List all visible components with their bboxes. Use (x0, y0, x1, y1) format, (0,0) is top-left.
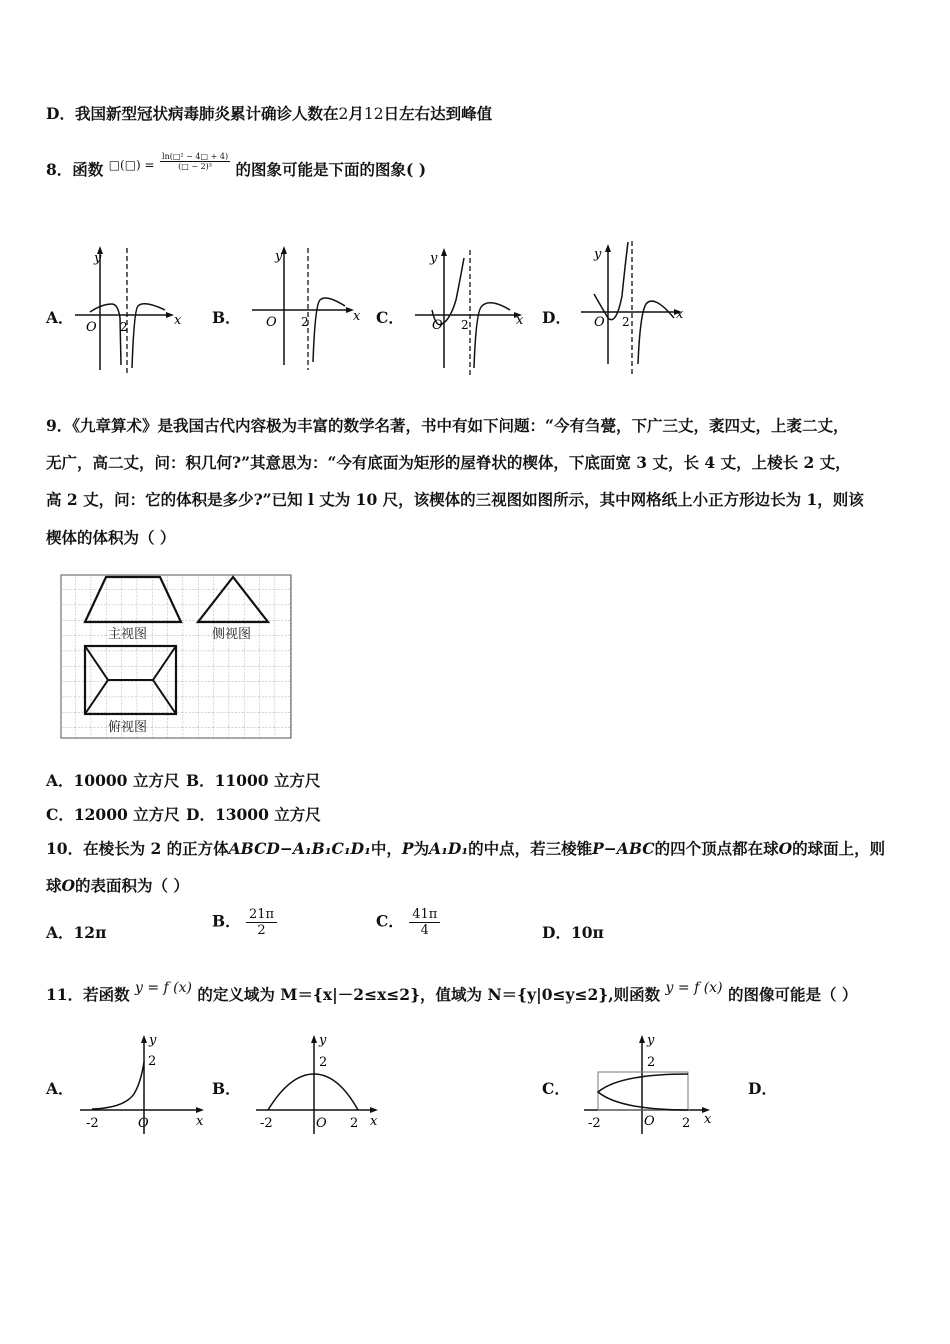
q8-graph-d (576, 236, 706, 381)
curve-right (132, 304, 165, 368)
curve-right (638, 301, 674, 364)
x-axis-arrow (166, 312, 174, 318)
q9-option-c: C．12000 立方尺 (46, 805, 180, 824)
curve-right (474, 303, 510, 368)
x-label: x (174, 313, 182, 328)
q10-line2-suffix: 的表面积为（ ） (75, 876, 189, 895)
q11-graph-a (76, 1030, 216, 1138)
curve (598, 1074, 688, 1110)
q8-fn-fraction (160, 152, 230, 171)
x-label: x (516, 313, 524, 328)
y-axis-arrow (311, 1035, 317, 1043)
side-view-label: 侧视图 (212, 627, 252, 642)
q8-suffix: 的图象可能是下面的图象( ) (235, 160, 427, 180)
q8-prefix: 8．函数 (46, 160, 104, 180)
q8-graph-c (410, 240, 540, 380)
q10-mid2: 为 (413, 839, 430, 858)
q9-line-1: 9．《九章算术》是我国古代内容极为丰富的数学名著，书中有如下问题：“今有刍甍，下广三丈，袤四丈，上袤二丈， (46, 416, 849, 435)
tick-2: 2 (301, 315, 309, 329)
q9-line-4: 楔体的体积为（ ） (46, 528, 176, 547)
q7-month: 2 (338, 105, 349, 123)
origin-label: O (644, 1114, 655, 1129)
q10-option-c-num: 41π (409, 907, 440, 923)
y-label: y (94, 251, 102, 266)
q11-label-a: A． (46, 1079, 74, 1098)
x-tick-neg2: -2 (260, 1116, 273, 1131)
q8-label-c: C． (376, 308, 404, 327)
q7-option-d (46, 102, 492, 124)
q10-pyramid: P−ABC (592, 839, 655, 858)
q10-line2-o: O (61, 876, 76, 895)
q10-cube: ABCD−A₁B₁C₁D₁ (228, 839, 371, 858)
q11-label-c: C． (542, 1079, 570, 1098)
x-tick-2: 2 (682, 1116, 691, 1131)
q10-option-b (212, 907, 277, 938)
q7-day: 12 (363, 105, 384, 123)
q11-label-b: B． (212, 1079, 241, 1098)
origin-label: O (316, 1116, 327, 1131)
y-label: y (275, 249, 283, 264)
q10-option-b-fraction (246, 907, 277, 938)
q10-option-b-num: 21π (246, 907, 277, 923)
q11-label-d: D． (748, 1079, 777, 1098)
q9-line-3: 高 2 丈，问：它的体积是多少?”已知 l 丈为 10 尺，该楔体的三视图如图所示，其中网格纸上小正方形边长为 1，则该 (46, 490, 864, 509)
q8-label-d: D． (542, 308, 571, 327)
origin-label: O (266, 315, 277, 330)
q10-option-c-den: 4 (420, 923, 429, 938)
tick-2: 2 (461, 318, 469, 332)
q8-graph-b (240, 240, 370, 380)
y-tick-2: 2 (647, 1055, 656, 1070)
y-tick-2: 2 (319, 1055, 328, 1070)
q10-option-d: D．10π (542, 923, 604, 942)
origin-label: O (594, 315, 605, 330)
q11-suffix: 的图像可能是（ ） (727, 985, 858, 1004)
y-label: y (430, 251, 438, 266)
y-axis-arrow (605, 244, 611, 252)
q10-mid3: 的中点，若三棱锥 (468, 839, 593, 858)
range-box (598, 1072, 688, 1110)
q7-month-unit: 月 (348, 104, 364, 123)
q10-option-c (376, 907, 440, 938)
q9-line-2: 无广，高二丈，问：积几何?”其意思为：“今有底面为矩形的屋脊状的楔体，下底面宽 3 丈，长 4 丈，上棱长 2 丈， (46, 453, 851, 472)
x-axis-arrow (196, 1107, 204, 1113)
q11-fn: y = f (x) (134, 980, 192, 996)
y-label: y (647, 1033, 655, 1048)
q11-fn2: y = f (x) (665, 980, 723, 996)
top-view-label: 俯视图 (108, 720, 148, 735)
y-axis-arrow (639, 1035, 645, 1043)
q8-fn-denominator: (□ − 2)³ (178, 162, 212, 171)
x-tick-2: 2 (350, 1116, 359, 1131)
y-axis-arrow (441, 248, 447, 256)
tick-2: 2 (622, 315, 630, 329)
q11-prefix: 11．若函数 (46, 985, 130, 1004)
q10-sphere-o: O (778, 839, 793, 858)
tick-2: 2 (120, 320, 128, 334)
x-axis-arrow (370, 1107, 378, 1113)
x-label: x (196, 1114, 204, 1129)
q10-mid5: 的球面上，则 (792, 839, 886, 858)
front-view-label: 主视图 (108, 627, 148, 642)
q10-option-a: A．12π (46, 923, 107, 942)
curve (268, 1074, 358, 1110)
q11-graph-c (580, 1030, 720, 1138)
y-axis-arrow (141, 1035, 147, 1043)
q10-point-p: P (401, 839, 414, 858)
q8-fn-lhs: □(□) = (108, 158, 155, 172)
q9-option-b: B．11000 立方尺 (186, 771, 321, 790)
x-tick-neg2: -2 (86, 1116, 99, 1131)
q10-prefix: 10．在棱长为 2 的正方体 (46, 839, 229, 858)
x-label: x (704, 1112, 712, 1127)
y-label: y (594, 247, 602, 262)
q10-option-c-label: C． (376, 911, 404, 931)
q8-graph-a (70, 240, 200, 380)
curve-right (313, 298, 345, 362)
q10-mid4: 的四个顶点都在球 (654, 839, 779, 858)
q10-option-b-label: B． (212, 911, 241, 931)
q11-mid: 的定义域为 M＝{x|－2≤x≤2}，值域为 N＝{y|0≤y≤2},则函数 (197, 985, 661, 1004)
y-label: y (149, 1033, 157, 1048)
q10-segment: A₁D₁ (429, 839, 469, 858)
origin-label: O (138, 1116, 149, 1131)
q8-stem (46, 152, 426, 180)
q10-line2-prefix: 球 (46, 876, 62, 895)
q10-line-2 (46, 874, 189, 896)
q10-mid1: 中， (370, 839, 402, 858)
q9-three-views (60, 574, 292, 740)
q8-fn-numerator: ln(□² − 4□ + 4) (162, 152, 229, 161)
y-label: y (319, 1033, 327, 1048)
origin-label: O (432, 318, 443, 333)
y-tick-2: 2 (148, 1054, 157, 1069)
q8-label-a: A． (46, 308, 74, 327)
curve (92, 1062, 144, 1109)
q10-option-b-den: 2 (257, 923, 266, 938)
x-label: x (353, 309, 361, 324)
q7-option-d-tail: 日左右达到峰值 (383, 104, 493, 123)
x-tick-neg2: -2 (588, 1116, 601, 1131)
origin-label: O (86, 320, 97, 335)
q10-option-c-fraction (409, 907, 440, 938)
q8-label-b: B． (212, 308, 241, 327)
q11-graph-b (252, 1030, 392, 1138)
x-label: x (676, 307, 684, 322)
x-label: x (370, 1114, 378, 1129)
q7-option-d-text: D．我国新型冠状病毒肺炎累计确诊人数在 (46, 104, 339, 123)
q11-stem (46, 980, 857, 1005)
q10-line-1 (46, 837, 885, 859)
q9-option-d: D．13000 立方尺 (186, 805, 321, 824)
q9-option-a: A．10000 立方尺 (46, 771, 180, 790)
